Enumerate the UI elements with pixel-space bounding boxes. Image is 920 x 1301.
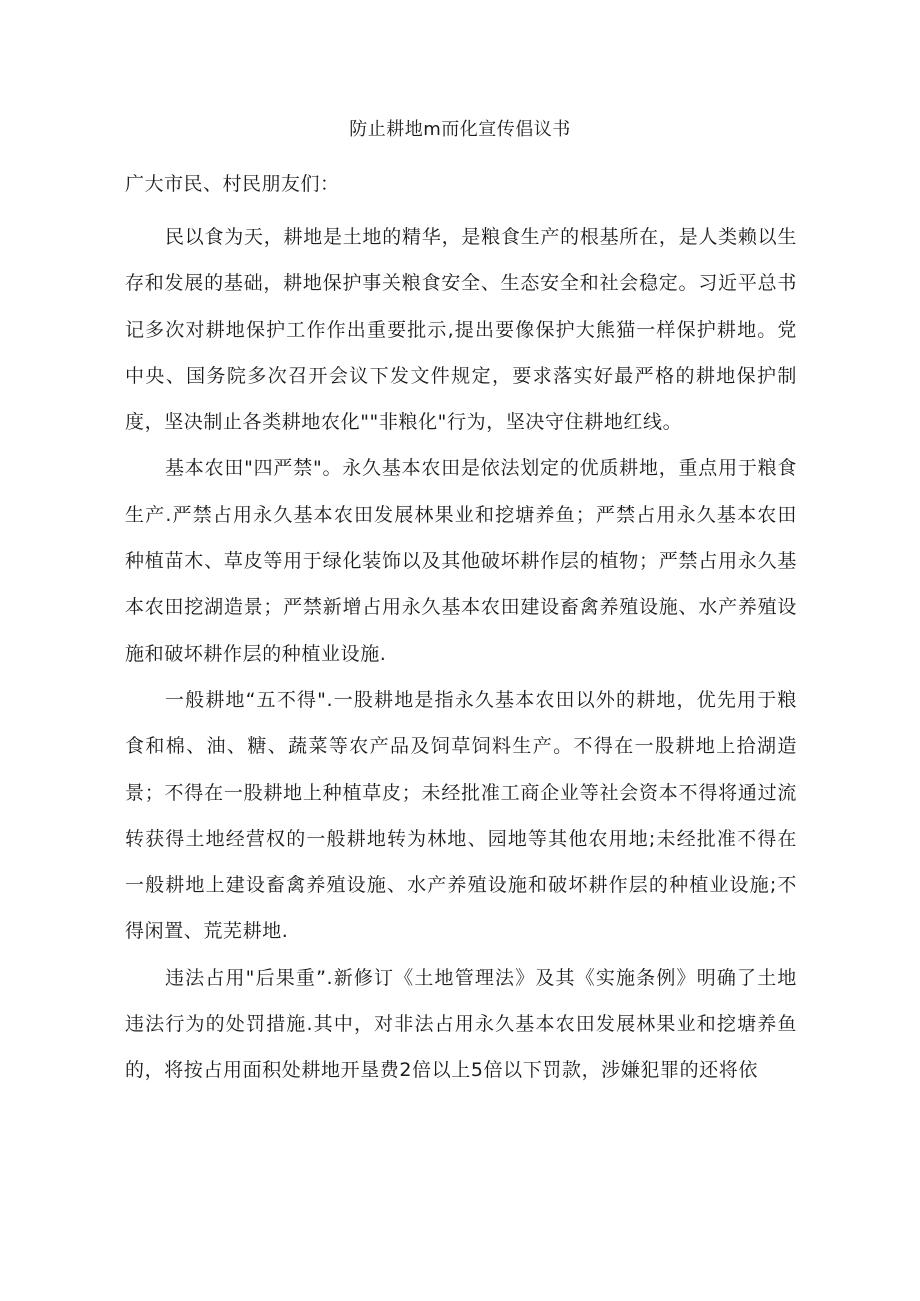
document-title: 防止耕地m而化宣传倡议书 xyxy=(349,119,571,140)
paragraph-basic-farmland: 基本农田"四严禁"。永久基本农田是依法划定的优质耕地，重点用于粮食生产.严禁占用永久基本农田发展林果业和挖塘养鱼；严禁占用永久基本农田种植苗木、草皮等用于绿化装饰以及其他破坏耕作层的植物；严禁占用永久基本农田挖湖造景；严禁新增占用永久基本农田建设畜禽养殖设施、水产养殖设施和破坏耕作层的种植业设施. xyxy=(125,457,797,665)
paragraph-intro: 民以食为天，耕地是土地的精华，是粮食生产的根基所在，是人类赖以生存和发展的基础，耕地保护事关粮食安全、生态安全和社会稳定。习近平总书记多次对耕地保护工作作出重要批示,提出要像保护大熊猫一样保护耕地。党中央、国务院多次召开会议下发文件规定，要求落实好最严格的耕地保护制度，坚决制止各类耕地农化""非粮化"行为，坚决守住耕地红线。 xyxy=(125,226,797,434)
salutation: 广大市民、村民朋友们： xyxy=(125,173,340,195)
document-body xyxy=(125,214,797,1094)
paragraph-penalties: 违法占用"后果重”.新修订《土地管理法》及其《实施条例》明确了土地违法行为的处罚措施.其中，对非法占用永久基本农田发展林果业和挖塘养鱼的，将按占用面积处耕地开垦费2倍以上5倍以下罚款，涉嫌犯罪的还将依 xyxy=(125,966,797,1082)
paragraph-general-farmland: 一般耕地“五不得".一股耕地是指永久基本农田以外的耕地，优先用于粮食和棉、油、糖、蔬菜等农产品及饲草饲料生产。不得在一股耕地上拾湖造景；不得在一股耕地上种植草皮；未经批准工商企业等社会资本不得将通过流转获得土地经营权的一般耕地转为林地、园地等其他农用地;未经批准不得在一般耕地上建设畜禽养殖设施、水产养殖设施和破坏耕作层的种植业设施;不得闲置、荒芜耕地. xyxy=(125,688,797,943)
